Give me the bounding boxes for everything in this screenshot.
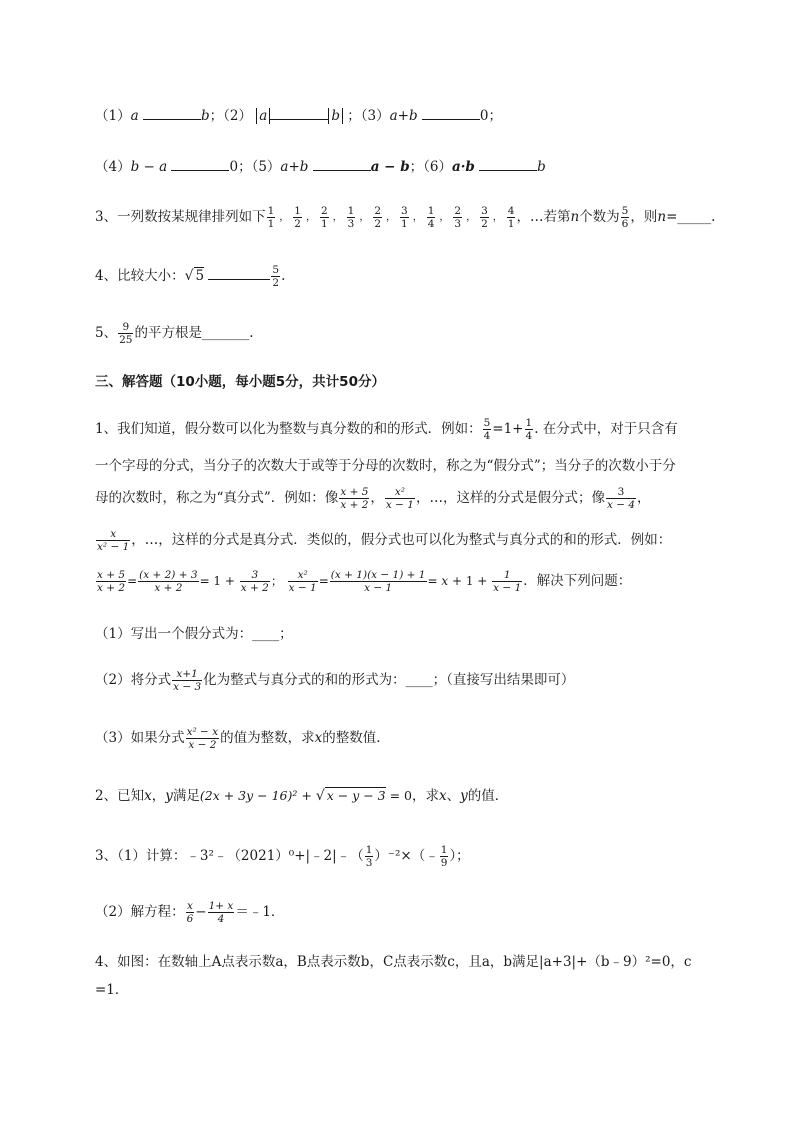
p3-q1-line3: 母的次数时，称之为“真分式”．例如：像 $\frac{x + 5}{x + 2}$ ， $\frac{\text{x²}}{x - 1}$ ，…，这样的分式是假分式；像 $\frac{3}{x - 4}$ ， [95,486,651,511]
p3-q1-line1: 1、我们知道，假分数可以化为整数与真分数的和的形式．例如： $\frac{5}{4}$ =1+ $\frac{1}{4}$ . 在分式中，对于只含有 [95,417,678,442]
p3-q1-sub3: （3）如果分式 $\frac{\text{x² − x}}{x - 2}$ 的值为整数，求x的整数值． [95,726,390,751]
q5-sqrt: 5、 $\frac{9}{25}$ 的平方根是_______. [95,321,254,346]
p3-q2: 2、已知x，y满足(2x + 3y − 16)² + √ x − y − 3 = 0，求x、y的值． [95,788,509,804]
p3-q1-line2: 一个字母的分式，当分子的次数大于或等于分母的次数时，称之为“假分式”；当分子的次数小于分 [95,458,676,474]
q3-sequence: 3、一列数按某规律排列如下 $\frac{1}{1}$ ， $\frac{1}{2}$ ， $\frac{2}{1}$ ， $\frac{1}{3}$ ， $\frac{2}{2}$ ， $\frac{3}{1}$ ， $\frac{1}{4}$ ， $\frac{2}{3}$ ， $\frac{3}{2}$ ， $\frac{4}{1}$ ，…若第n个数为 $\frac{5}{6}$ ，则n=_____. [95,204,716,230]
p3-q3-eq: （2）解方程： $\frac{x}{6}$ − $\frac{1+ x}{4}$ ＝﹣1． [95,900,285,925]
answer-blank[interactable] [313,157,371,171]
q2-row2: （4）b − a 0；（5）a+b a − b；（6）a·b b [95,159,546,175]
p3-q1-sub1: （1）写出一个假分式为：____； [95,626,293,642]
q4-compare: 4、比较大小：√ 5 $\frac{5}{2}$ . [95,264,286,289]
target-fraction: $\frac{5}{6}$ [621,205,629,230]
sequence-fraction: $\frac{1}{4}$ [427,204,435,230]
sequence-fraction: $\frac{2}{3}$ [454,204,462,230]
answer-blank[interactable] [479,157,537,171]
five-halves: $\frac{5}{2}$ [272,264,280,289]
sequence-fraction: $\frac{2}{2}$ [374,204,382,230]
p3-q4-line1: 4、如图：在数轴上A点表示数a，B点表示数b，C点表示数c，且a，b满足|a+3|+（b﹣9）²=0，c [95,954,692,970]
answer-blank[interactable] [422,106,480,120]
section-heading: 三、解答题（10小题，每小题5分，共计50分） [95,374,385,390]
p3-q3-calc: 3、（1）计算：﹣3²﹣（2021）⁰+|﹣2|﹣（ $\frac{1}{3}$ ）⁻²×（﹣ $\frac{1}{9}$ ）； [95,844,470,869]
answer-blank[interactable] [171,157,229,171]
p3-q1-line4: $\frac{x}{\text{x² − 1}}$ ，…，这样的分式是真分式．类似的，假分式也可以化为整式与真分式的和的形式．例如： [97,528,672,553]
nine-over-25: $\frac{9}{25}$ [119,321,133,346]
sequence-fraction: $\frac{3}{1}$ [401,204,408,230]
q2-row1: （1）a b；（2） a b ；（3）a+b 0； [95,108,503,124]
p3-q4-line2: =1． [95,982,129,998]
sequence-fraction: $\frac{1}{3}$ [347,204,355,230]
sequence-fraction: $\frac{3}{2}$ [481,204,488,230]
sequence-fraction: $\frac{4}{1}$ [507,204,515,230]
sequence-fractions: $\frac{1}{1}$ ， $\frac{1}{2}$ ， $\frac{2}{1}$ ， $\frac{1}{3}$ ， $\frac{2}{2}$ ， $\frac{3}{1}$ ， $\frac{1}{4}$ ， $\frac{2}{3}$ ， $\frac{3}{2}$ ， $\frac{4}{1}$ [267,204,515,230]
p3-q1-sub2: （2）将分式 $\frac{x+1}{x - 3}$ 化为整式与真分式的和的形式为：____；（直接写出结果即可） [95,668,575,693]
sequence-fraction: $\frac{1}{1}$ [267,204,275,230]
sequence-fraction: $\frac{2}{1}$ [320,204,328,230]
answer-blank[interactable] [270,106,328,120]
answer-blank[interactable] [208,266,270,280]
sequence-fraction: $\frac{1}{2}$ [294,204,301,230]
answer-blank[interactable] [143,106,201,120]
p3-q1-line5: $\frac{x + 5}{x + 2}$ = $\frac{(x + 2) + 3}{x + 2}$ = 1 + $\frac{3}{x + 2}$ ； $\frac{\text{x²}}{x - 1}$ = $\frac{(x + 1)(x - 1) + 1}{x - 1}$ = x + 1 + $\frac{1}{x - 1}$ ．解决下列问题： [97,569,632,594]
